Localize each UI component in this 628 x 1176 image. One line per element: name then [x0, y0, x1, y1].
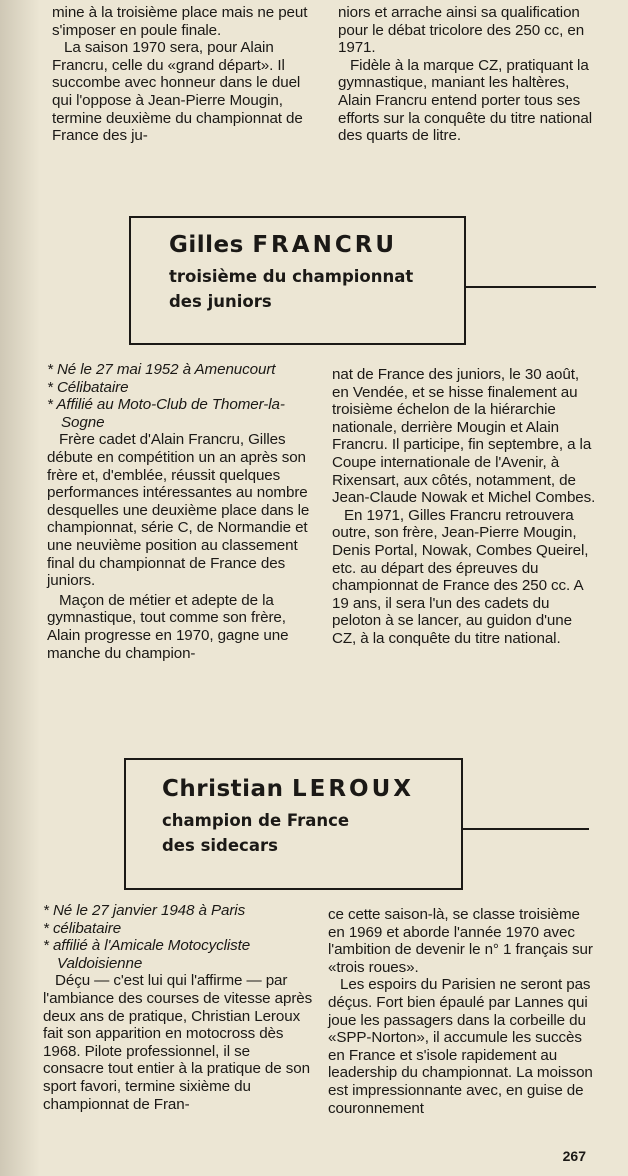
- header-rule: [459, 828, 589, 830]
- profile-header-box: [129, 216, 466, 345]
- paragraph: La saison 1970 sera, pour Alain Francru, celle du «grand départ». Il succombe avec honneur dans le duel qui l'oppose à Jean-Pierre Mougin, termine deuxième du championnat de France des ju-: [52, 39, 303, 145]
- paragraph: Les espoirs du Parisien ne seront pas déçus. Fort bien épaulé par Lannes qui joue les passagers dans la corbeille du «SPP-Norton», il accumule les succès en France et s'isole rapidement au leadership du championnat. La moisson est impressionnante avec, en guise de couronnement: [328, 976, 593, 1117]
- profile-header-box: [124, 758, 463, 890]
- paragraph: En 1971, Gilles Francru retrouvera outre, son frère, Jean-Pierre Mougin, Denis Portal, Nowak, Combes Queirel, etc. au départ des épreuves du championnat de France des 250 cc. A 19 ans, il sera l'un des cadets du peloton à se lancer, au guidon d'une CZ, à la conquête du titre national.: [332, 506, 589, 647]
- top-left-column: [52, 4, 310, 145]
- first-name: Gilles: [169, 232, 244, 258]
- page-number: 267: [562, 1148, 586, 1164]
- bio-fact: * célibataire: [43, 920, 313, 938]
- gilles-left-column: [47, 361, 312, 662]
- bio-fact: * Né le 27 mai 1952 à Amenucourt: [47, 361, 312, 379]
- last-name: LEROUX: [291, 776, 415, 802]
- paragraph: Fidèle à la marque CZ, pratiquant la gymnastique, maniant les haltères, Alain Francru entend porter tous ses efforts sur la conquête du titre national des quarts de litre.: [338, 56, 592, 145]
- last-name: FRANCRU: [252, 232, 398, 258]
- paragraph: Déçu — c'est lui qui l'affirme — par l'ambiance des courses de vitesse après deux ans de pratique, Christian Leroux fait son apparition en motocross dès 1968. Pilote professionnel, il se consacre tout entier à la pratique de son sport favori, termine sixième du championnat de Fran-: [43, 972, 313, 1113]
- christian-left-column: [43, 902, 313, 1113]
- paragraph: niors et arrache ainsi sa qualification pour le débat tricolore des 250 cc, en 1971.: [338, 4, 585, 57]
- bio-fact: * Né le 27 janvier 1948 à Paris: [43, 902, 313, 920]
- profile-subtitle: champion de France: [162, 811, 350, 830]
- paragraph: ce cette saison-là, se classe troisième en 1969 et aborde l'année 1970 avec l'ambition de devenir le n° 1 français sur «trois roues».: [328, 906, 593, 976]
- page-gutter-shadow: [0, 0, 40, 1176]
- first-name: Christian: [162, 776, 284, 802]
- bio-fact: * Affilié au Moto-Club de Thomer-la-Sogne: [47, 396, 312, 431]
- profile-subtitle: des sidecars: [162, 836, 278, 855]
- bio-fact: * affilié à l'Amicale Motocycliste Valdoisienne: [43, 937, 313, 972]
- profile-subtitle: troisième du championnat: [169, 267, 414, 286]
- profile-name: [162, 776, 461, 802]
- christian-right-column: [328, 906, 598, 1117]
- gilles-right-column: [332, 366, 597, 648]
- paragraph: mine à la troisième place mais ne peut s'imposer en poule finale.: [52, 4, 308, 39]
- profile-name: [169, 232, 464, 258]
- profile-subtitle: des juniors: [169, 292, 272, 311]
- header-rule: [462, 286, 596, 288]
- paragraph: Frère cadet d'Alain Francru, Gilles débute en compétition un an après son frère et, d'emblée, réussit quelques performances intéressantes au nombre desquelles une deuxième place dans le championnat, série C, de Normandie et une neuvième position au classement final du championnat de France des juniors.: [47, 431, 310, 590]
- bio-fact: * Célibataire: [47, 379, 312, 397]
- paragraph: Maçon de métier et adepte de la gymnastique, tout comme son frère, Alain progresse en 1970, gagne une manche du champion-: [47, 591, 289, 662]
- paragraph: nat de France des juniors, le 30 août, en Vendée, et se hisse finalement au troisième échelon de la hiérarchie nationale, derrière Mougin et Alain Francru. Il participe, fin septembre, a la Coupe internationale de l'Avenir, à Rixensart, aux côtés, notamment, de Jean-Claude Nowak et Michel Combes.: [332, 366, 596, 507]
- top-right-column: [338, 4, 600, 145]
